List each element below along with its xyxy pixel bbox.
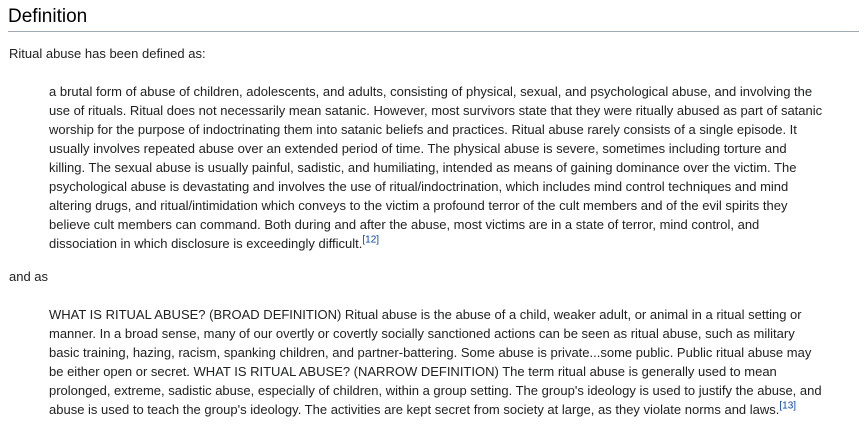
connector-paragraph: and as bbox=[9, 269, 49, 284]
quote-1-text: a brutal form of abuse of children, adolescents, and adults, consisting of physical, sexual, and psychological abuse, and involving the use of rituals. Ritual does not necessarily mean satanic. However, most survivors state that they were ritually abused as part of satanic worship for the purpose of indoctrinating them into satanic beliefs and practices. Ritual abuse rarely consists of a single episode. It usually involves repeated abuse over an extended period of time. The physical abuse is severe, sometimes including torture and killing. The sexual abuse is usually painful, sadistic, and humiliating, intended as means of gaining dominance over the victim. The psychological abuse is devastating and involves the use of ritual/indoctrination, which includes mind control techniques and mind altering drugs, and ritual/intimidation which conveys to the victim a profound terror of the cult members and of the evil spirits they believe cult members can command. Both during and after the abuse, most victims are in a state of terror, mind control, and dissociation in which disclosure is exceedingly difficult. bbox=[49, 84, 823, 251]
intro-paragraph: Ritual abuse has been defined as: bbox=[9, 46, 206, 61]
definition-quote-2 bbox=[8, 305, 824, 419]
definition-quote-1 bbox=[8, 82, 824, 253]
quote-2-text: WHAT IS RITUAL ABUSE? (BROAD DEFINITION) Ritual abuse is the abuse of a child, weaker adult, or animal in a ritual setting or manner. In a broad sense, many of our overtly or covertly socially sanctioned actions can be seen as ritual abuse, such as military basic training, hazing, racism, spanking children, and partner-battering. Some abuse is private...some public. Public ritual abuse may be either open or secret. WHAT IS RITUAL ABUSE? (NARROW DEFINITION) The term ritual abuse is generally used to mean prolonged, extreme, sadistic abuse, especially of children, within a group setting. The group's ideology is used to justify the abuse, and abuse is used to teach the group's ideology. The activities are kept secret from society at large, as they violate norms and laws. bbox=[49, 307, 822, 417]
citation-12-link[interactable]: [12] bbox=[362, 234, 380, 246]
citation-13-link[interactable]: [13] bbox=[779, 400, 797, 412]
article-content bbox=[8, 0, 859, 419]
citation-13[interactable] bbox=[779, 401, 796, 412]
citation-12[interactable] bbox=[362, 235, 379, 246]
section-heading: Definition bbox=[8, 5, 859, 32]
